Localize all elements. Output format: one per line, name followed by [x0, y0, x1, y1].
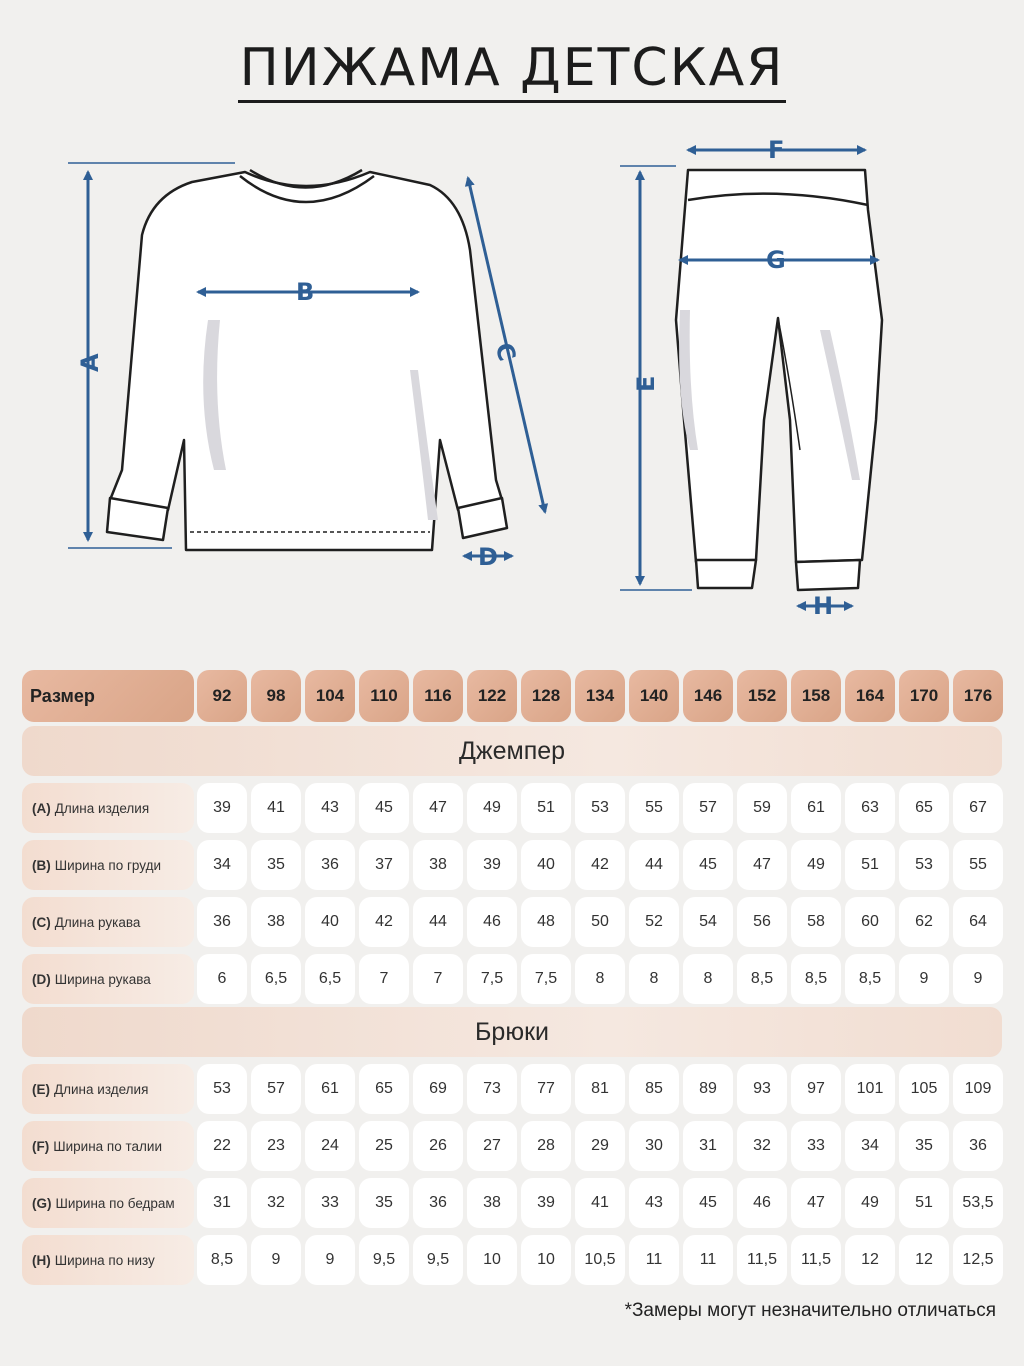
table-cell: 57: [683, 783, 733, 833]
table-cell: 53: [575, 783, 625, 833]
table-cell: 48: [521, 897, 571, 947]
table-cell: 53: [197, 1064, 247, 1114]
jumper-sketch: [107, 170, 507, 550]
table-cell: 47: [737, 840, 787, 890]
table-cell: 22: [197, 1121, 247, 1171]
table-cell: 9,5: [413, 1235, 463, 1285]
table-cell: 45: [683, 1178, 733, 1228]
table-cell: 34: [845, 1121, 895, 1171]
row-label: [22, 1178, 194, 1228]
table-cell: 41: [251, 783, 301, 833]
table-cell: 49: [791, 840, 841, 890]
label-b: B: [296, 278, 315, 306]
table-cell: 47: [791, 1178, 841, 1228]
table-cell: 9: [251, 1235, 301, 1285]
table-cell: 9: [305, 1235, 355, 1285]
table-cell: 33: [305, 1178, 355, 1228]
row-code: (H): [32, 1252, 51, 1268]
table-cell: 32: [251, 1178, 301, 1228]
table-cell: 36: [197, 897, 247, 947]
row-label-text: Ширина рукава: [54, 971, 151, 987]
size-header-label: Размер: [22, 670, 194, 722]
table-cell: 45: [683, 840, 733, 890]
row-label-text: Длина рукава: [54, 914, 141, 930]
label-h: H: [813, 592, 834, 620]
size-header-cell: 104: [305, 670, 355, 722]
table-cell: 54: [683, 897, 733, 947]
table-cell: 64: [953, 897, 1003, 947]
table-cell: 23: [251, 1121, 301, 1171]
table-cell: 101: [845, 1064, 895, 1114]
garment-diagram: [0, 0, 1024, 640]
table-cell: 6,5: [305, 954, 355, 1004]
row-label-text: Ширина по груди: [54, 857, 161, 873]
footnote: *Замеры могут незначительно отличаться: [624, 1300, 996, 1321]
table-cell: 39: [197, 783, 247, 833]
table-cell: 39: [467, 840, 517, 890]
table-cell: 28: [521, 1121, 571, 1171]
table-cell: 49: [845, 1178, 895, 1228]
row-label-text: Ширина по низу: [54, 1252, 155, 1268]
table-cell: 42: [575, 840, 625, 890]
row-code: (B): [32, 857, 51, 873]
table-cell: 55: [629, 783, 679, 833]
row-code: (G): [32, 1195, 52, 1211]
table-cell: 62: [899, 897, 949, 947]
section-title: Брюки: [22, 1007, 1002, 1057]
table-cell: 38: [251, 897, 301, 947]
table-cell: 38: [413, 840, 463, 890]
table-cell: 10: [467, 1235, 517, 1285]
table-cell: 8,5: [845, 954, 895, 1004]
table-cell: 8: [575, 954, 625, 1004]
row-code: (A): [32, 800, 51, 816]
size-header-cell: 170: [899, 670, 949, 722]
label-a: A: [76, 353, 104, 372]
table-cell: 7,5: [521, 954, 571, 1004]
table-cell: 36: [413, 1178, 463, 1228]
table-cell: 81: [575, 1064, 625, 1114]
size-header-cell: 128: [521, 670, 571, 722]
table-cell: 34: [197, 840, 247, 890]
size-header-cell: 140: [629, 670, 679, 722]
table-cell: 44: [629, 840, 679, 890]
table-cell: 8: [629, 954, 679, 1004]
table-cell: 30: [629, 1121, 679, 1171]
row-label: [22, 954, 194, 1004]
table-cell: 8,5: [791, 954, 841, 1004]
table-cell: 12,5: [953, 1235, 1003, 1285]
size-header-cell: 158: [791, 670, 841, 722]
table-cell: 50: [575, 897, 625, 947]
size-header-cell: 98: [251, 670, 301, 722]
row-label-text: Длина изделия: [54, 1081, 149, 1097]
table-cell: 49: [467, 783, 517, 833]
table-cell: 27: [467, 1121, 517, 1171]
label-d: D: [478, 543, 498, 571]
table-cell: 9: [953, 954, 1003, 1004]
table-cell: 56: [737, 897, 787, 947]
row-label-text: Ширина по талии: [53, 1138, 162, 1154]
table-cell: 46: [737, 1178, 787, 1228]
table-cell: 61: [305, 1064, 355, 1114]
table-cell: 47: [413, 783, 463, 833]
row-code: (C): [32, 914, 51, 930]
table-cell: 24: [305, 1121, 355, 1171]
table-cell: 33: [791, 1121, 841, 1171]
table-cell: 93: [737, 1064, 787, 1114]
table-cell: 11,5: [791, 1235, 841, 1285]
table-cell: 97: [791, 1064, 841, 1114]
table-cell: 6,5: [251, 954, 301, 1004]
table-cell: 51: [521, 783, 571, 833]
table-cell: 8,5: [737, 954, 787, 1004]
label-f: F: [768, 136, 785, 164]
table-cell: 12: [899, 1235, 949, 1285]
row-label: [22, 1121, 194, 1171]
table-cell: 43: [305, 783, 355, 833]
table-cell: 10: [521, 1235, 571, 1285]
page-title: ПИЖАМА ДЕТСКАЯ: [0, 38, 1024, 98]
table-cell: 42: [359, 897, 409, 947]
table-cell: 53,5: [953, 1178, 1003, 1228]
table-cell: 12: [845, 1235, 895, 1285]
row-code: (D): [32, 971, 51, 987]
table-cell: 10,5: [575, 1235, 625, 1285]
table-cell: 36: [953, 1121, 1003, 1171]
row-label-text: Ширина по бедрам: [55, 1195, 175, 1211]
pants-sketch: [676, 170, 882, 590]
label-g: G: [766, 246, 786, 274]
table-cell: 109: [953, 1064, 1003, 1114]
table-cell: 35: [359, 1178, 409, 1228]
table-cell: 65: [899, 783, 949, 833]
table-cell: 65: [359, 1064, 409, 1114]
table-cell: 37: [359, 840, 409, 890]
table-cell: 105: [899, 1064, 949, 1114]
row-label: [22, 897, 194, 947]
table-cell: 58: [791, 897, 841, 947]
table-cell: 7,5: [467, 954, 517, 1004]
table-cell: 32: [737, 1121, 787, 1171]
table-cell: 59: [737, 783, 787, 833]
table-cell: 69: [413, 1064, 463, 1114]
table-cell: 52: [629, 897, 679, 947]
table-cell: 25: [359, 1121, 409, 1171]
size-header-cell: 152: [737, 670, 787, 722]
table-cell: 55: [953, 840, 1003, 890]
table-cell: 38: [467, 1178, 517, 1228]
table-cell: 41: [575, 1178, 625, 1228]
table-cell: 89: [683, 1064, 733, 1114]
table-cell: 85: [629, 1064, 679, 1114]
table-cell: 31: [197, 1178, 247, 1228]
table-cell: 44: [413, 897, 463, 947]
row-code: (E): [32, 1081, 50, 1097]
table-cell: 73: [467, 1064, 517, 1114]
table-cell: 9,5: [359, 1235, 409, 1285]
row-code: (F): [32, 1138, 50, 1154]
table-cell: 6: [197, 954, 247, 1004]
table-cell: 8,5: [197, 1235, 247, 1285]
label-e: E: [632, 375, 660, 392]
table-cell: 40: [305, 897, 355, 947]
table-cell: 35: [899, 1121, 949, 1171]
size-header-cell: 176: [953, 670, 1003, 722]
size-header-cell: 134: [575, 670, 625, 722]
size-header-cell: 146: [683, 670, 733, 722]
table-cell: 35: [251, 840, 301, 890]
table-cell: 67: [953, 783, 1003, 833]
size-header-cell: 116: [413, 670, 463, 722]
table-cell: 40: [521, 840, 571, 890]
table-cell: 60: [845, 897, 895, 947]
label-c: C: [489, 339, 522, 365]
table-cell: 7: [359, 954, 409, 1004]
table-cell: 11,5: [737, 1235, 787, 1285]
table-cell: 77: [521, 1064, 571, 1114]
table-cell: 43: [629, 1178, 679, 1228]
row-label: [22, 1064, 194, 1114]
table-cell: 11: [629, 1235, 679, 1285]
size-header-cell: 110: [359, 670, 409, 722]
table-cell: 53: [899, 840, 949, 890]
table-cell: 11: [683, 1235, 733, 1285]
table-cell: 7: [413, 954, 463, 1004]
table-cell: 61: [791, 783, 841, 833]
table-cell: 36: [305, 840, 355, 890]
table-cell: 39: [521, 1178, 571, 1228]
row-label: [22, 783, 194, 833]
section-title: Джемпер: [22, 726, 1002, 776]
table-cell: 8: [683, 954, 733, 1004]
table-cell: 51: [899, 1178, 949, 1228]
table-cell: 45: [359, 783, 409, 833]
table-cell: 63: [845, 783, 895, 833]
row-label: [22, 1235, 194, 1285]
table-cell: 29: [575, 1121, 625, 1171]
table-cell: 9: [899, 954, 949, 1004]
row-label: [22, 840, 194, 890]
table-cell: 57: [251, 1064, 301, 1114]
row-label-text: Длина изделия: [54, 800, 150, 816]
size-header-cell: 164: [845, 670, 895, 722]
size-header-cell: 122: [467, 670, 517, 722]
table-cell: 46: [467, 897, 517, 947]
size-header-cell: 92: [197, 670, 247, 722]
table-cell: 26: [413, 1121, 463, 1171]
table-cell: 31: [683, 1121, 733, 1171]
table-cell: 51: [845, 840, 895, 890]
